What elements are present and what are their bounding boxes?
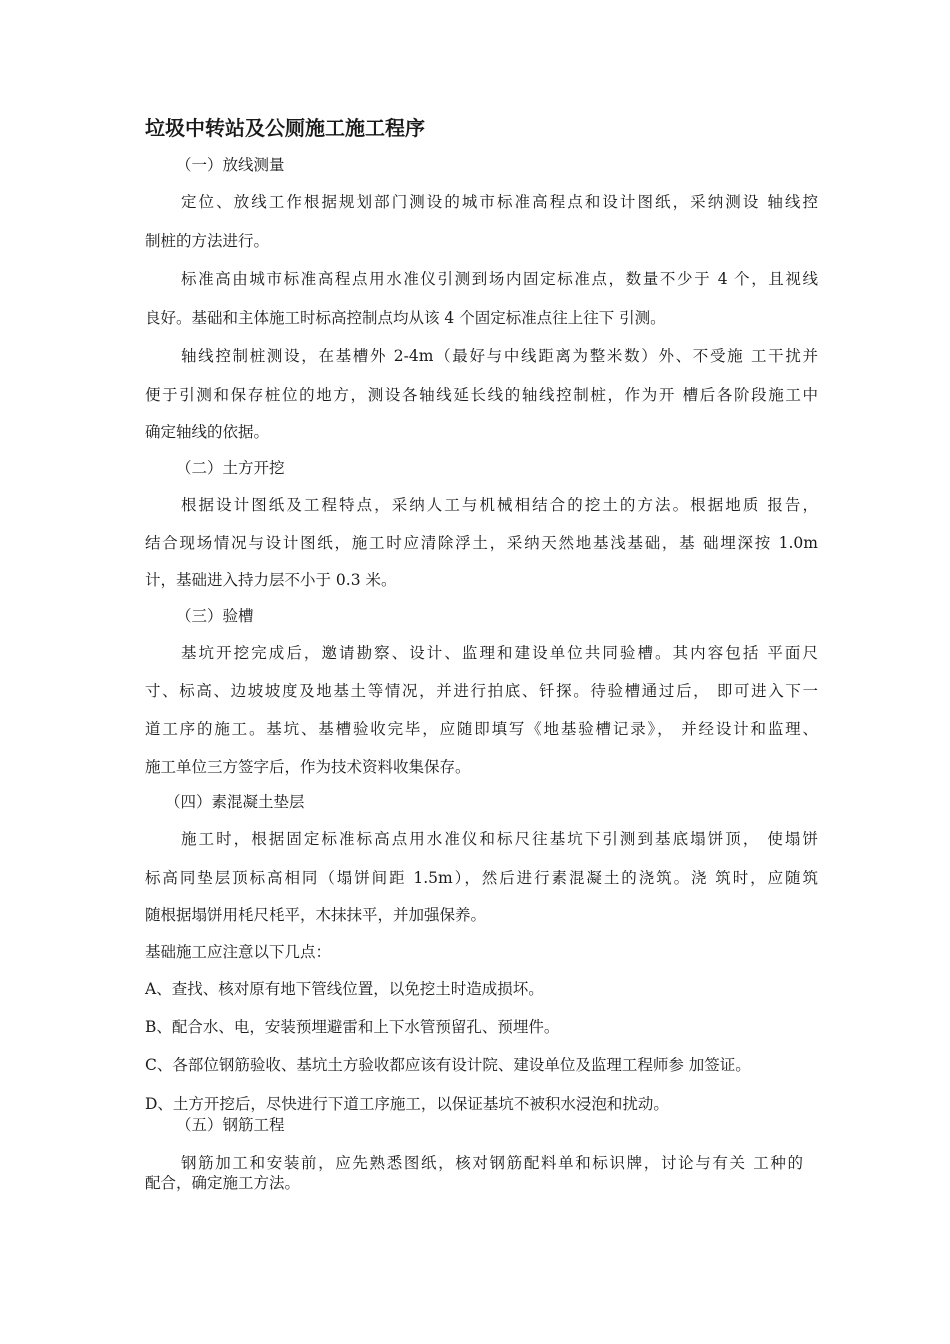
document-title: 垃圾中转站及公厕施工施工程序 [145,116,425,140]
paragraph-line: 良好。基础和主体施工时标高控制点均从该 4 个固定标准点往上往下 引测。 [145,309,666,327]
section-heading-1: （一）放线测量 [176,156,285,174]
paragraph-line: 施工时，根据固定标准标高点用水准仪和标尺往基坑下引测到基底塌饼顶， 使塌饼 [181,830,818,848]
paragraph-line: 计，基础进入持力层不小于 0.3 米。 [145,571,397,589]
note-item: D、土方开挖后，尽快进行下道工序施工，以保证基坑不被积水浸泡和扰动。 [145,1095,669,1113]
paragraph-line: 道工序的施工。基坑、基槽验收完毕，应随即填写《地基验槽记录》， 并经设计和监理、 [145,720,818,738]
paragraph-line: 轴线控制桩测设，在基槽外 2-4m（最好与中线距离为整米数）外、不受施 工干扰并 [181,347,818,365]
note-item: C、各部位钢筋验收、基坑土方验收都应该有设计院、建设单位及监理工程师参 加签证。 [145,1056,751,1074]
section-heading-4: （四）素混凝土垫层 [165,793,305,811]
paragraph-line: 施工单位三方签字后，作为技术资料收集保存。 [145,758,471,776]
section-heading-3: （三）验槽 [176,607,254,625]
paragraph-line: 随根据塌饼用枆尺枆平，木抹抹平，并加强保养。 [145,906,487,924]
paragraph-line: 便于引测和保存桩位的地方，测设各轴线延长线的轴线控制桩，作为开 槽后各阶段施工中 [145,386,818,404]
paragraph-line: 标准高由城市标准高程点用水准仪引测到场内固定标准点，数量不少于 4 个，且视线 [181,270,818,288]
note-item: A、查找、核对原有地下管线位置，以免挖土时造成损坏。 [145,980,544,998]
paragraph-line: 制桩的方法进行。 [145,232,270,250]
paragraph-line: 定位、放线工作根据规划部门测设的城市标准高程点和设计图纸，采纳测设 轴线控 [181,193,818,211]
section-heading-2: （二）土方开挖 [176,459,285,477]
paragraph-line: 钢筋加工和安装前，应先熟悉图纸，核对钢筋配料单和标识牌，讨论与有关 工种的 [181,1154,803,1172]
paragraph-line: 配合，确定施工方法。 [145,1174,301,1192]
paragraph-line: 确定轴线的依据。 [145,423,270,441]
section-heading-5: （五）钢筋工程 [176,1116,285,1134]
paragraph-line: 基坑开挖完成后，邀请勘察、设计、监理和建设单位共同验槽。其内容包括 平面尺 [181,644,818,662]
paragraph-line: 根据设计图纸及工程特点，采纳人工与机械相结合的挖土的方法。根据地质 报告， [181,496,818,514]
paragraph-line: 结合现场情况与设计图纸，施工时应清除浮土，采纳天然地基浅基础，基 础埋深按 1.0m [145,534,818,552]
paragraph-line: 寸、标高、边坡坡度及地基土等情况，并进行拍底、钎探。待验槽通过后， 即可进入下一 [145,682,818,700]
note-item: B、配合水、电，安装预埋避雷和上下水管预留孔、预埋件。 [145,1018,560,1036]
paragraph-line: 标高同垫层顶标高相同（塌饼间距 1.5m），然后进行素混凝土的浇筑。浇 筑时，应随筑 [145,869,818,887]
notes-intro: 基础施工应注意以下几点： [145,943,332,961]
